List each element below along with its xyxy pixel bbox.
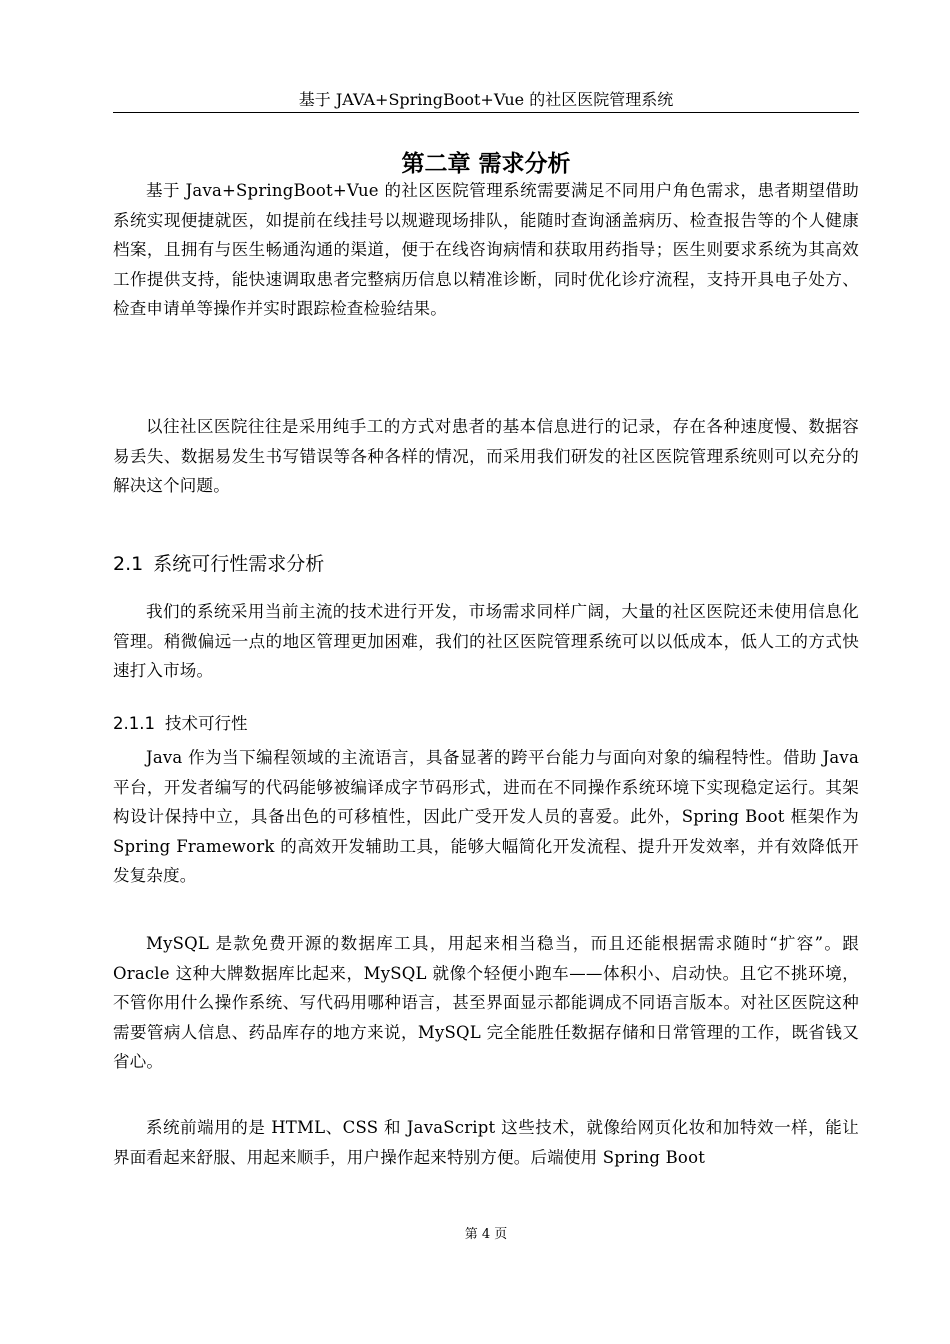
subsection-title: 技术可行性: [164, 714, 248, 733]
paragraph-tech-1: Java 作为当下编程领域的主流语言，具备显著的跨平台能力与面向对象的编程特性。借助 Java 平台，开发者编写的代码能够被编译成字节码形式，进而在不同操作系统环境下实现稳定运行。其架构设计保持中立，具备出色的可移植性，因此广受开发人员的喜爱。此外，Spring Boot 框架作为 Spring Framework 的高效开发辅助工具，能够大幅简化开发流程、提升开发效率，并有效降低开发复杂度。: [113, 748, 859, 885]
paragraph-tech-3: 系统前端用的是 HTML、CSS 和 JavaScript 这些技术，就像给网页化妆和加特效一样，能让界面看起来舒服、用起来顺手，用户操作起来特别方便。后端使用 Spring Boot: [113, 1118, 859, 1167]
page-number: 第 4 页: [464, 1227, 508, 1242]
section-title: 系统可行性需求分析: [153, 553, 325, 575]
paragraph-intro-1: 基于 Java+SpringBoot+Vue 的社区医院管理系统需要满足不同用户角色需求，患者期望借助系统实现便捷就医，如提前在线挂号以规避现场排队，能随时查询涵盖病历、检查报告等的个人健康档案，且拥有与医生畅通沟通的渠道，便于在线咨询病情和获取用药指导；医生则要求系统为其高效工作提供支持，能快速调取患者完整病历信息以精准诊断，同时优化诊疗流程，支持开具电子处方、检查申请单等操作并实时跟踪检查检验结果。: [113, 181, 859, 318]
subsection-number: 2.1.1: [113, 714, 155, 733]
chapter-title: 第二章 需求分析: [401, 151, 571, 177]
paragraph-feasibility: 我们的系统采用当前主流的技术进行开发，市场需求同样广阔，大量的社区医院还未使用信息化管理。稍微偏远一点的地区管理更加困难，我们的社区医院管理系统可以以低成本，低人工的方式快速打入市场。: [113, 602, 859, 680]
subsection-heading-2-1-1: [113, 712, 247, 736]
section-heading-2-1: [113, 551, 324, 577]
running-header: 基于 JAVA+SpringBoot+Vue 的社区医院管理系统: [298, 90, 674, 109]
paragraph-tech-2: MySQL 是款免费开源的数据库工具，用起来相当稳当，而且还能根据需求随时“扩容”。跟 Oracle 这种大牌数据库比起来，MySQL 就像个轻便小跑车——体积小、启动快。且它不挑环境，不管你用什么操作系统、写代码用哪种语言，甚至界面显示都能调成不同语言版本。对社区医院这种需要管病人信息、药品库存的地方来说，MySQL 完全能胜任数据存储和日常管理的工作，既省钱又省心。: [113, 934, 859, 1071]
section-number: 2.1: [113, 553, 144, 575]
paragraph-intro-2: 以往社区医院往往是采用纯手工的方式对患者的基本信息进行的记录，存在各种速度慢、数据容易丢失、数据易发生书写错误等各种各样的情况，而采用我们研发的社区医院管理系统则可以充分的解决这个问题。: [113, 417, 859, 495]
header-rule: [113, 112, 859, 113]
